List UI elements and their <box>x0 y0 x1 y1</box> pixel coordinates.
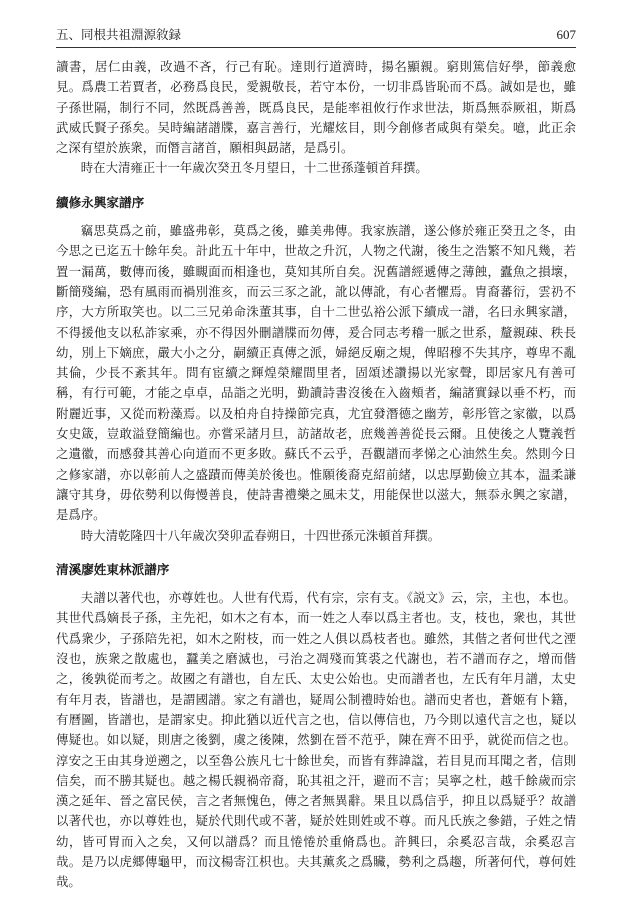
paragraph: 夫譜以著代也，亦尊姓也。人世有代焉，代有宗，宗有支。《説文》云，宗，主也，本也。其世代爲嫡長子孫，主先祀，如木之有本，而一姓之人奉以爲主者也。支，枝也，衆也，其世代爲衆少，子孫陪先祀，如木之附枝，而一姓之人俱以爲枝者也。雖然，其偕之者何世代之湮沒也，族衆之散處也，蠶美之磨滅也，弓治之凋殘而箕裘之代謝也，若不譜而存之，增而偕之，後孰從而考之。故國之有譜也，自左氏、太史公始也。史而譜者也，左氏有年月譜，太史有年月表，皆譜也，是謂國譜。家之有譜也，疑周公制禮時始也。譜而史者也，蒼姬有卜籍，有曆圖，皆譜也，是謂家史。抑此猶以近代言之也，信以傳信也，乃今則以遠代言之也，疑以傳疑也。如以疑，則唐之後劉，虞之後陳，然劉在晉不范乎，陳在齊不田乎，就從而信之也。淳安之王由其身逆遡之，以至魯公族凡七十餘世矣，而皆有葬諱諡，若目見而耳聞之者，信則信矣，而不勝其疑也。越之楊氏親禍帝裔，恥其祖之汗，避而不言；吴寧之杜，越千餘歲而宗漢之延年、晉之富民侯，言之者無愧色，傳之者無異辭。果且以爲信乎，抑且以爲疑乎？故譜以著代也，亦以尊姓也，疑於代則代或不著，疑於姓則姓或不尊。而凡氏族之參錯，子姓之情幼，皆可胃而入之矣，又何以譜爲？而且惓惓於重脩爲也。許興曰，余奚忍言哉，余奚忍言哉。是乃以虎郷傳龜甲，而汶楊寄江枳也。夫其薰炙之爲贜，勢利之爲趨，所著何代，尊何姓哉。 <box>56 590 576 890</box>
running-title: 五、同根共祖淵源敘録 <box>56 27 182 42</box>
body-text <box>56 57 576 893</box>
section-heading: 續修永興家譜序 <box>56 194 145 210</box>
section-heading: 清溪廖姓東林派譜序 <box>56 561 170 577</box>
page-number: 607 <box>556 27 576 42</box>
paragraph: 竊思莫爲之前，雖盛弗彰，莫爲之後，雖美弗傳。我家族譜，遂公修於雍正癸丑之冬，由今思之已迄五十餘年矣。計此五十年中，世故之升沉，人物之代謝，後生之浩繁不知凡幾，若置一漏萬，數傳而後，雖瞡面而相逢也，莫知其所自矣。況舊譜經遞傳之薄蝕，蠹魚之損壞，斷簡殘編，恐有風雨而禍別淮亥，而云三豕之訛，訛以傳訛，有心者懼焉。胄裔蕃衍，雲礽不序，大方所取笑也。以二三兄弟命洙董其事，自十二世弘裕公派下續成一譜，名曰永興家譜，不得援他支以私詐家乘，亦不得因外刪譜牒而勿傳，爰合同志考稽一脈之世系，釐親疎、秩長幼，別上下嫡庶，嚴大小之分，嗣續正真傳之派，婦絕反廟之規，俾昭穆不失其序，尊卑不亂其倫，少長不紊其年。問有宦續之輝煌榮耀間里者，固頌述讚揚以光家聲，即居家凡有善可稱，有行可範，才能之卓卓，品詣之光明，勤讀詩書沒後在入齒頰者，編諸實録以垂不朽，而附麗近事，又從而粉藻焉。以及柏舟自持操節完真，尤宜發潛德之幽芳，彰彤管之家徽，以爲女史箴，豈敢溢登簡編也。亦嘗采諸月旦，訪諸故老，庶幾善善從長云爾。且使後之人覽義哲之遺徽，而感發其善心向道而不更多敗。蘇氏不云乎，吾觀譜而孝悌之心油然生矣。然則今日之修家譜，亦以彰前人之盛蹟而傳美於後也。惟願後裔克紹前緒，以忠厚勤儉立其本，温柔謙讓守其身，毋依勢利以侮慢善良，使詩書禮樂之風未艾，用能保世以滋大，無忝永興之家譜，是爲序。 <box>56 223 576 523</box>
paragraph: 讀書，居仁由義，改過不吝，行己有恥。達則行道濟時，揚名顯親。窮則篤信好學，節義愈見。爲農工若賈者，必務爲良民，愛親敬長，若守本份，一切非爲皆恥而不爲。誠如是也，雖子孫世隔，制行不同，然既爲善善，既爲良民，是能率祖攸行作求世法，斯爲無忝厥祖，斯爲武威氏賢子孫矣。吴時編諸譜牒，嘉言善行，光耀炫目，則今創修者咸與有榮矣。噫，此正余之深有望於族衆，而僭言諸首，願相與勗諸，是爲引。 <box>56 59 576 156</box>
header-rule <box>56 47 576 48</box>
signature-line: 時大清乾隆四十八年歲次癸卯孟春朔日，十四世孫元洙頓首拜撰。 <box>80 527 441 543</box>
signature-line: 時在大清雍正十一年歲次癸丑冬月望日，十二世孫蓬頓首拜撰。 <box>80 160 428 176</box>
